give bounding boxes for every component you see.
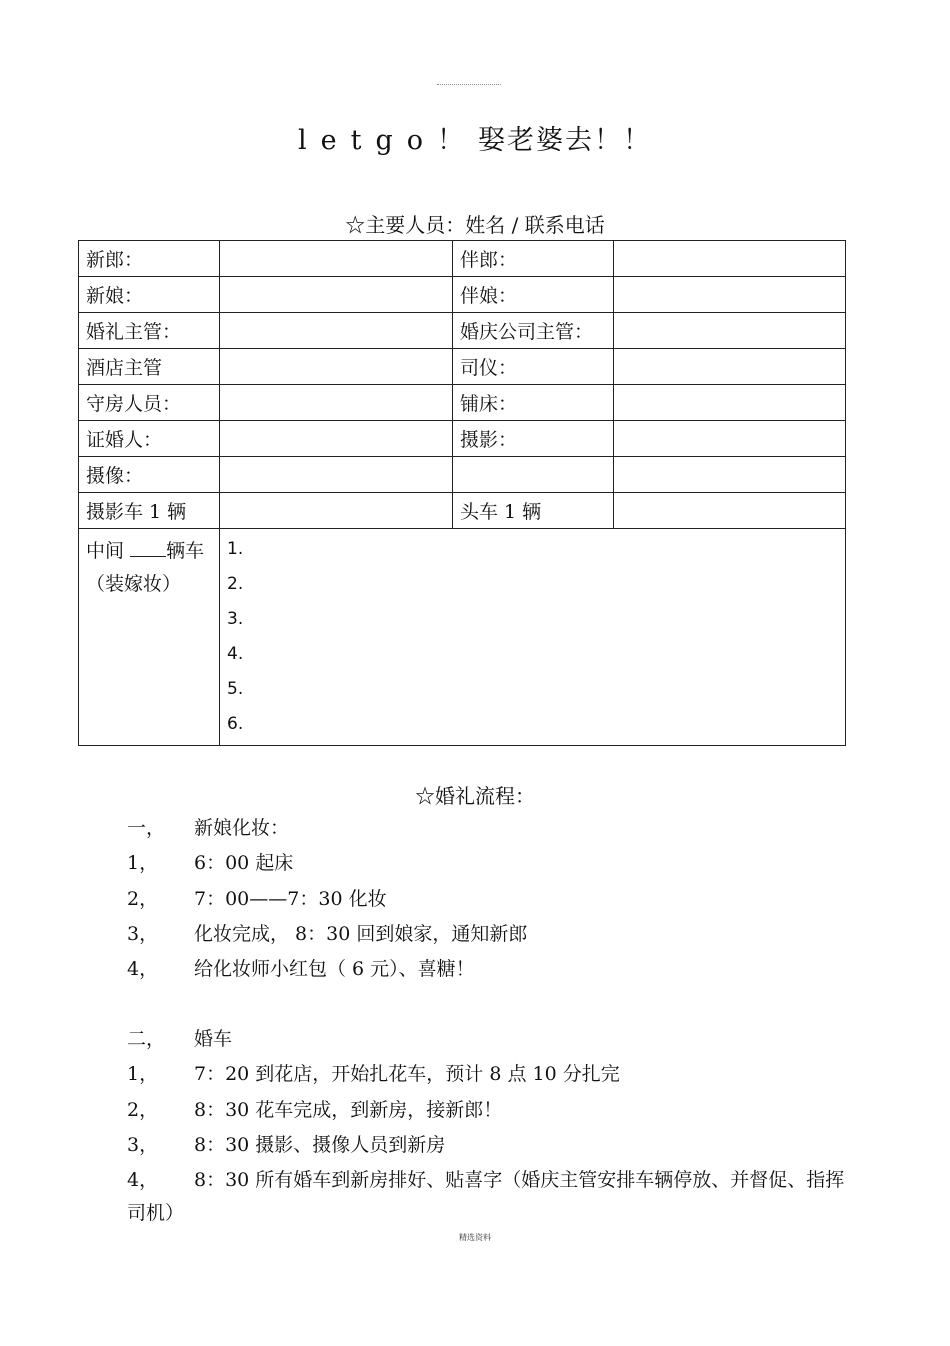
staff-role-label: 守房人员：: [79, 385, 220, 421]
convoy-item[interactable]: 5.: [227, 679, 244, 699]
convoy-label-cell: [79, 529, 220, 746]
step-text: 化妆完成， 8：30 回到娘家，通知新郎: [194, 922, 528, 945]
staff-row: [79, 493, 846, 529]
convoy-item[interactable]: 4.: [227, 644, 244, 664]
step-text: 7：00——7：30 化妆: [194, 887, 387, 910]
staff-entry-cell[interactable]: [220, 421, 453, 457]
staff-entry-cell[interactable]: [614, 385, 846, 421]
staff-role-label: 铺床：: [453, 385, 614, 421]
top-dotted-rule: [437, 84, 501, 85]
flow-step: [127, 882, 847, 917]
staff-entry-cell[interactable]: [614, 457, 846, 493]
staff-role-label: 伴娘：: [453, 277, 614, 313]
flow-part-1-items: [127, 846, 847, 987]
step-number: 3，: [127, 922, 159, 945]
staff-role-label: 婚庆公司主管：: [453, 313, 614, 349]
flow-part-2-items: [127, 1058, 847, 1224]
staff-row: [79, 349, 846, 385]
staff-entry-cell[interactable]: [614, 421, 846, 457]
convoy-item[interactable]: 2.: [227, 574, 244, 594]
staff-entry-cell[interactable]: [220, 457, 453, 493]
staff-row: [79, 241, 846, 277]
step-number: 4，: [127, 958, 159, 981]
staff-role-label: 酒店主管: [79, 349, 220, 385]
part-number: 一，: [127, 817, 166, 839]
convoy-list-cell: [220, 529, 846, 746]
staff-section-heading: ☆主要人员：姓名 / 联系电话: [345, 213, 605, 237]
flow-step: [127, 952, 847, 987]
staff-entry-cell[interactable]: [220, 385, 453, 421]
flow-step: [127, 1164, 847, 1224]
flow-step: [127, 1093, 847, 1128]
convoy-row: [79, 529, 846, 746]
flow-part-1-heading: [127, 811, 847, 846]
staff-role-label: 摄影车 1 辆: [79, 493, 220, 529]
staff-role-label: 摄像：: [79, 457, 220, 493]
flow-part-1: [127, 811, 847, 1224]
convoy-label-suffix: 辆车: [166, 540, 205, 562]
staff-entry-cell[interactable]: [614, 493, 846, 529]
step-text: 8：30 花车完成，到新房，接新郎！: [194, 1099, 503, 1122]
step-text: 7：20 到花店，开始扎花车，预计 8 点 10 分扎完: [194, 1062, 620, 1085]
step-number: 2，: [127, 1099, 159, 1122]
staff-role-label: 证婚人：: [79, 421, 220, 457]
staff-row: [79, 385, 846, 421]
staff-entry-cell[interactable]: [614, 277, 846, 313]
step-text: 8：30 所有婚车到新房排好、贴喜字（婚庆主管安排车辆停放、并督促、指挥司机）: [127, 1168, 845, 1224]
step-text: 8：30 摄影、摄像人员到新房: [194, 1134, 446, 1157]
convoy-label-prefix: 中间: [86, 540, 125, 562]
staff-entry-cell[interactable]: [220, 241, 453, 277]
step-number: 1，: [127, 852, 159, 875]
staff-table: [78, 240, 846, 746]
convoy-count-blank[interactable]: [130, 538, 166, 557]
staff-entry-cell[interactable]: [614, 241, 846, 277]
staff-table-body: [79, 241, 846, 529]
staff-entry-cell[interactable]: [614, 313, 846, 349]
staff-role-label: 婚礼主管：: [79, 313, 220, 349]
staff-row: [79, 277, 846, 313]
convoy-item[interactable]: 6.: [227, 714, 244, 734]
flow-step: [127, 1128, 847, 1163]
flow-part-2-heading: [127, 1022, 847, 1057]
staff-row: [79, 457, 846, 493]
staff-entry-cell[interactable]: [220, 493, 453, 529]
step-text: 给化妆师小红包（ 6 元）、喜糖！: [194, 958, 475, 981]
step-number: 3，: [127, 1134, 159, 1157]
staff-role-label: 新郎：: [79, 241, 220, 277]
convoy-item[interactable]: 1.: [227, 539, 244, 559]
step-number: 1，: [127, 1062, 159, 1085]
staff-entry-cell[interactable]: [220, 313, 453, 349]
flow-step: [127, 917, 847, 952]
staff-role-label: 摄影：: [453, 421, 614, 457]
staff-role-label: 新娘：: [79, 277, 220, 313]
convoy-item[interactable]: 3.: [227, 609, 244, 629]
title-latin: letgo！: [297, 125, 478, 156]
title-chinese: 娶老婆去！！: [478, 125, 652, 156]
part-title: 婚车: [194, 1028, 233, 1051]
flow-step: [127, 1058, 847, 1093]
staff-entry-cell[interactable]: [220, 277, 453, 313]
step-number: 4，: [127, 1168, 159, 1191]
part-title: 新娘化妆：: [194, 817, 290, 839]
part-number: 二，: [127, 1028, 166, 1051]
staff-row: [79, 421, 846, 457]
staff-entry-cell[interactable]: [614, 349, 846, 385]
convoy-label-note: （装嫁妆）: [86, 573, 182, 595]
flow-step: [127, 846, 847, 881]
staff-role-label: [453, 457, 614, 493]
staff-role-label: 头车 1 辆: [453, 493, 614, 529]
page-title: [0, 118, 950, 157]
step-number: 2，: [127, 887, 159, 910]
step-text: 6：00 起床: [194, 852, 294, 875]
staff-role-label: 伴郎：: [453, 241, 614, 277]
flow-section-heading: ☆婚礼流程：: [415, 784, 535, 808]
footer-note: 精选资料: [459, 1233, 491, 1242]
staff-row: [79, 313, 846, 349]
staff-role-label: 司仪：: [453, 349, 614, 385]
staff-entry-cell[interactable]: [220, 349, 453, 385]
